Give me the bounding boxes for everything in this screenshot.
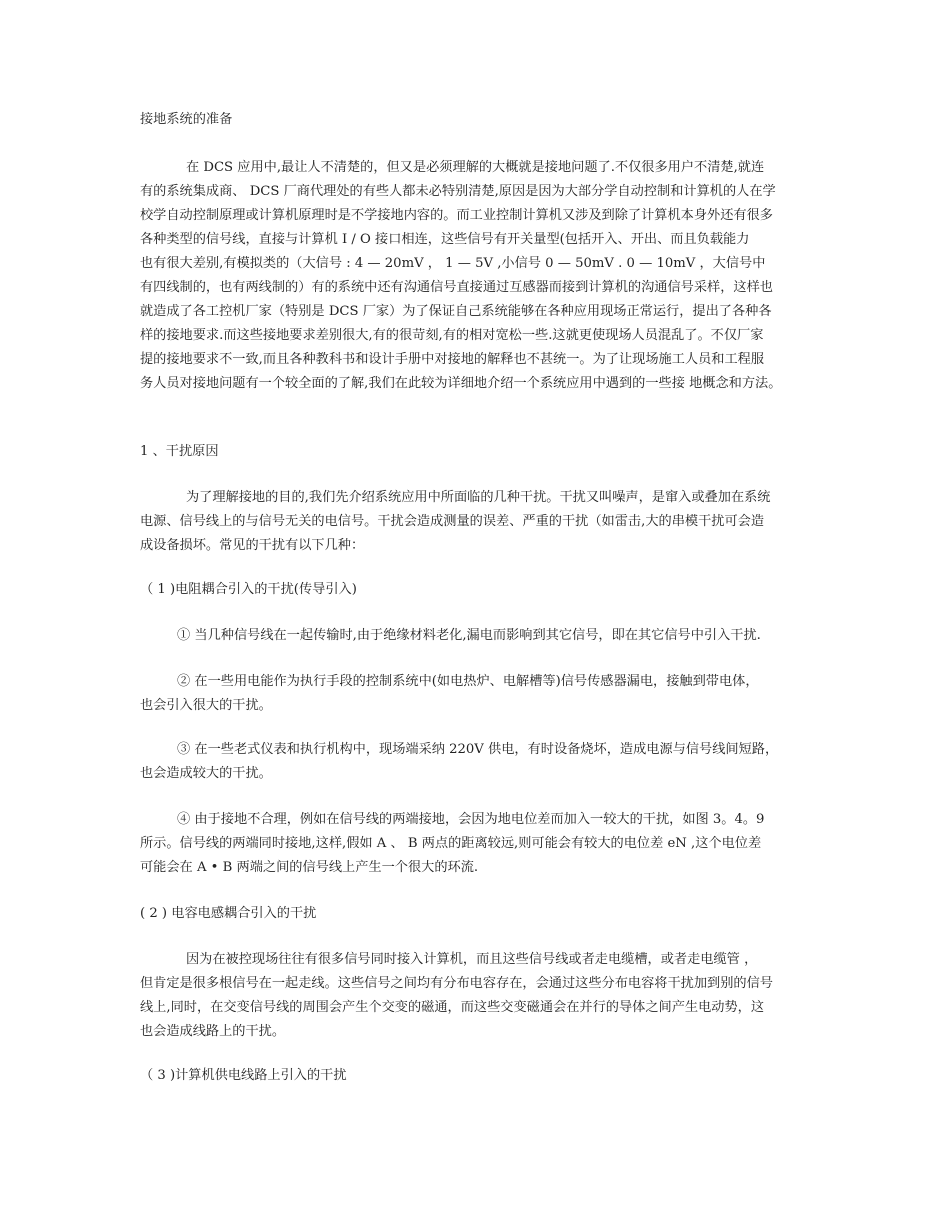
subsection-heading-power-supply: （ 3 )计算机供电线路上引入的干扰 bbox=[140, 1068, 347, 1083]
text-line: 但肯定是很多根信号在一起走线。这些信号之间均有分布电容存在，会通过这些分布电容将干扰加到别的信号 bbox=[140, 976, 773, 991]
subsection-heading-capacitive: ( 2 ) 电容电感耦合引入的干扰 bbox=[140, 906, 317, 921]
document-title: 接地系统的准备 bbox=[140, 112, 233, 127]
text-line: ④ 由于接地不合理，例如在信号线的两端接地，会因为地电位差而加入一较大的干扰，如图 3。4。9 bbox=[177, 812, 765, 827]
list-item-3 bbox=[140, 738, 820, 786]
text-line: 为了理解接地的目的,我们先介绍系统应用中所面临的几种干扰。干扰又叫噪声，是窜入或叠加在系统 bbox=[186, 490, 771, 505]
text-line: ② 在一些用电能作为执行手段的控制系统中(如电热炉、电解槽等)信号传感器漏电，接触到带电体， bbox=[177, 674, 759, 689]
text-line: 线上,同时，在交变信号线的周围会产生个交变的磁通，而这些交变磁通会在并行的导体之间产生电动势，这 bbox=[140, 1000, 765, 1015]
text-line: ③ 在一些老式仪表和执行机构中，现场端采纳 220V 供电，有时设备烧坏，造成电源与信号线间短路， bbox=[177, 742, 779, 757]
text-line: 各种类型的信号线，直接与计算机 I / O 接口相连，这些信号有开关量型(包括开入、开出、而且负载能力 bbox=[140, 232, 750, 247]
text-line: 因为在被控现场往往有很多信号同时接入计算机，而且这些信号线或者走电缆槽，或者走电缆管 ， bbox=[186, 952, 758, 967]
text-line: 也有很大差别,有模拟类的（大信号 : 4 — 20mV ， 1 — 5V ,小信号 0 — 50mV . 0 — 10mV ，大信号中 bbox=[140, 256, 766, 271]
section-paragraph-capacitive bbox=[140, 948, 820, 1044]
text-line: 也会造成较大的干扰。 bbox=[140, 766, 272, 781]
text-line: 务人员对接地问题有一个较全面的了解,我们在此较为详细地介绍一个系统应用中遇到的一些接 地概念和方法。 bbox=[140, 376, 782, 391]
text-line: 电源、信号线上的与信号无关的电信号。干扰会造成测量的误差、严重的干扰（如雷击,大的串模干扰可会造 bbox=[140, 514, 765, 529]
text-line: 可能会在 A • B 两端之间的信号线上产生一个很大的环流. bbox=[140, 860, 479, 875]
intro-paragraph bbox=[140, 156, 820, 396]
section-heading-interference: 1 、干扰原因 bbox=[140, 444, 219, 459]
text-line: 也会造成线路上的干扰。 bbox=[140, 1024, 286, 1039]
text-line: 样的接地要求.而这些接地要求差别很大,有的很苛刻,有的相对宽松一些.这就更使现场人员混乱了。不仅厂家 bbox=[140, 328, 764, 343]
section-paragraph-interference bbox=[140, 486, 820, 558]
text-line: ① 当几种信号线在一起传输时,由于绝缘材料老化,漏电而影响到其它信号，即在其它信号中引入干扰. bbox=[177, 628, 761, 643]
text-line: 就造成了各工控机厂家（特别是 DCS 厂家）为了保证自己系统能够在各种应用现场正常运行，提出了各种各 bbox=[140, 304, 772, 319]
text-line: 有的系统集成商、 DCS 厂商代理处的有些人都未必特别清楚,原因是因为大部分学自动控制和计算机的人在学 bbox=[140, 184, 776, 199]
text-line: 校学自动控制原理或计算机原理时是不学接地内容的。而工业控制计算机又涉及到除了计算机本身外还有很多 bbox=[140, 208, 773, 223]
list-item-2 bbox=[140, 670, 820, 718]
text-line: 也会引入很大的干扰。 bbox=[140, 698, 272, 713]
text-line: 提的接地要求不一致,而且各种教科书和设计手册中对接地的解释也不甚统一。为了让现场施工人员和工程服 bbox=[140, 352, 765, 367]
text-line: 成设备损坏。常见的干扰有以下几种： bbox=[140, 538, 365, 553]
text-line: 在 DCS 应用中,最让人不清楚的，但又是必须理解的大概就是接地问题了.不仅很多用户不清楚,就连 bbox=[186, 160, 765, 175]
text-line: 所示。信号线的两端同时接地,这样,假如 A 、 B 两点的距离较远,则可能会有较大的电位差 eN ,这个电位差 bbox=[140, 836, 762, 851]
list-item-4 bbox=[140, 808, 820, 880]
subsection-heading-resistive: （ 1 )电阻耦合引入的干扰(传导引入) bbox=[140, 582, 357, 597]
text-line: 有四线制的，也有两线制的）有的系统中还有沟通信号直接通过互感器而接到计算机的沟通信号采样，这样也 bbox=[140, 280, 773, 295]
list-item-1 bbox=[140, 624, 820, 648]
